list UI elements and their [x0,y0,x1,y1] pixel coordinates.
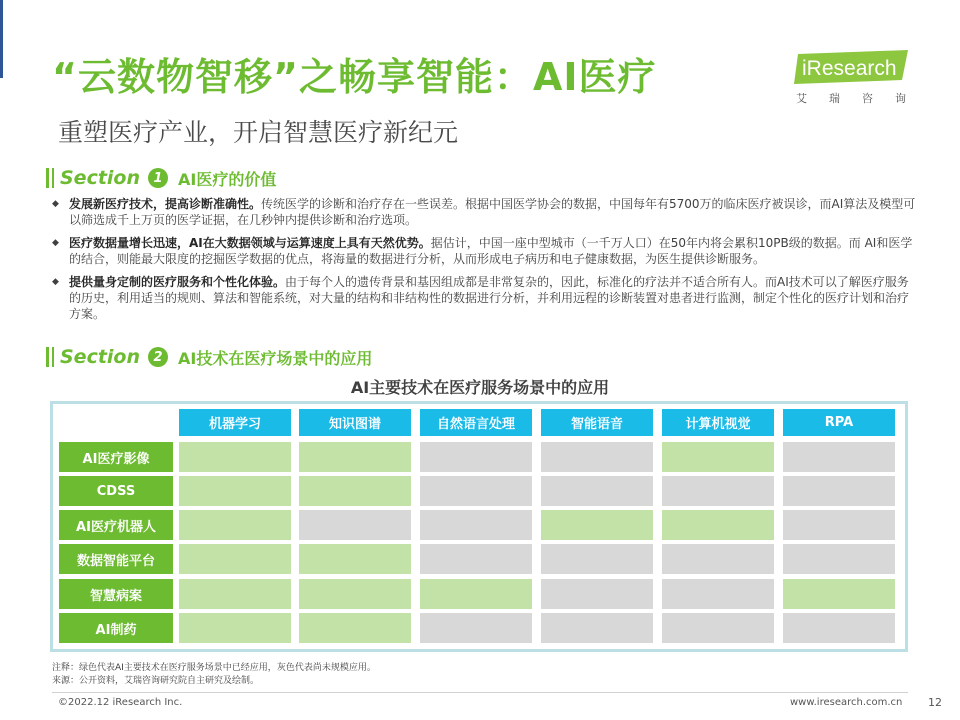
matrix-cell-not-scaled [420,476,532,506]
matrix-cell-not-scaled [783,613,895,643]
list-item [52,196,918,228]
section-number-badge: 1 [148,168,168,188]
section-word: Section [60,167,141,189]
list-item [52,235,918,267]
matrix-cell-not-scaled [420,544,532,574]
matrix-cell-applied [179,442,291,472]
footer-divider [52,692,908,693]
column-header: 自然语言处理 [420,409,532,436]
matrix-cell-not-scaled [420,510,532,540]
section-marker [46,347,49,367]
footer-copyright: ©2022.12 iResearch Inc. [58,697,183,708]
section-marker [52,168,54,188]
row-header: CDSS [59,476,173,506]
matrix-cell-applied [179,476,291,506]
diamond-bullet-icon: ◆ [52,199,59,209]
column-header: 机器学习 [179,409,291,436]
bullet-lead: 发展新医疗技术，提高诊断准确性。 [69,197,262,211]
matrix-cell-applied [299,476,411,506]
matrix-cell-applied [299,544,411,574]
page-subtitle: 重塑医疗产业，开启智慧医疗新纪元 [58,118,459,147]
logo-subtitle: 艾 瑞 咨 询 [796,92,908,105]
matrix-cell-not-scaled [299,510,411,540]
column-header: 智能语音 [541,409,653,436]
matrix-cell-not-scaled [420,442,532,472]
matrix-cell-applied [299,442,411,472]
row-header: 数据智能平台 [59,544,173,574]
column-header: RPA [783,409,895,436]
matrix-cell-applied [541,510,653,540]
diamond-bullet-icon: ◆ [52,277,59,287]
page-number: 12 [928,696,942,709]
footer-url: www.iresearch.com.cn [790,697,903,708]
matrix-cell-applied [662,510,774,540]
row-header: AI医疗机器人 [59,510,173,540]
iresearch-logo [790,50,920,108]
edge-accent-bar [0,0,3,78]
page-title: “云数物智移”之畅享智能：AI医疗 [52,55,657,99]
matrix-cell-not-scaled [541,579,653,609]
matrix-cell-applied [420,579,532,609]
matrix-cell-not-scaled [541,613,653,643]
matrix-title: AI主要技术在医疗服务场景中的应用 [350,378,610,397]
bullet-lead: 提供量身定制的医疗服务和个性化体验。 [69,275,286,289]
matrix-cell-not-scaled [541,544,653,574]
matrix-cell-applied [299,579,411,609]
section-word: Section [60,346,141,368]
matrix-cell-applied [179,510,291,540]
matrix-cell-not-scaled [783,476,895,506]
bullet-text: 据估计，中国一座中型城市（一千万人口）在50年内将会累积10PB级的数据。而 AI和医学的结合，则能最大限度的挖掘医学数据的优点，将海量的数据进行分析，从而形成电子病历和电子健康数据，为医生提供诊断服务。 [69,236,913,266]
section-marker [46,168,49,188]
matrix-cell-applied [783,579,895,609]
value-bullet-list [52,196,918,329]
logo-text: iResearch [802,57,897,80]
logo-badge [790,50,912,86]
source-note: 来源：公开资料，艾瑞咨询研究院自主研究及绘制。 [52,676,260,686]
matrix-cell-applied [179,544,291,574]
row-header: 智慧病案 [59,579,173,609]
matrix-cell-applied [179,613,291,643]
matrix-cell-applied [662,442,774,472]
matrix-cell-not-scaled [541,442,653,472]
matrix-cell-not-scaled [662,613,774,643]
matrix-cell-not-scaled [783,442,895,472]
section-title: AI医疗的价值 [178,169,277,189]
matrix-cell-not-scaled [541,476,653,506]
matrix-cell-not-scaled [662,476,774,506]
column-header: 知识图谱 [299,409,411,436]
matrix-cell-not-scaled [783,544,895,574]
list-item [52,274,918,322]
section-number-badge: 2 [148,347,168,367]
bullet-lead: 医疗数据量增长迅速，AI在大数据领域与运算速度上具有天然优势。 [69,236,431,250]
matrix-cell-applied [299,613,411,643]
row-header: AI医疗影像 [59,442,173,472]
row-header: AI制药 [59,613,173,643]
bullet-text: 由于每个人的遗传背景和基因组成都是非常复杂的，因此，标准化的疗法并不适合所有人。而AI技术可以了解医疗服务的历史，利用适当的规则、算法和智能系统，对大量的结构和非结构性的数据进行分析，并利用远程的诊断装置对患者进行监测，制定个性化的医疗计划和治疗方案。 [69,275,910,321]
section-title: AI技术在医疗场景中的应用 [178,348,373,368]
table-note: 注释：绿色代表AI主要技术在医疗服务场景中已经应用，灰色代表尚未规模应用。 [52,663,376,673]
matrix-cell-applied [179,579,291,609]
matrix-cell-not-scaled [783,510,895,540]
column-header: 计算机视觉 [662,409,774,436]
matrix-cell-not-scaled [662,579,774,609]
section2-heading [46,345,372,369]
section1-heading [46,166,276,190]
bullet-text: 传统医学的诊断和治疗存在一些误差。根据中国医学协会的数据，中国每年有5700万的临床医疗被误诊，而AI算法及模型可以筛选成千上万页的医学证据，在几秒钟内提供诊断和治疗选项。 [69,197,916,227]
diamond-bullet-icon: ◆ [52,238,59,248]
section-marker [52,347,54,367]
matrix-cell-not-scaled [662,544,774,574]
matrix-cell-not-scaled [420,613,532,643]
